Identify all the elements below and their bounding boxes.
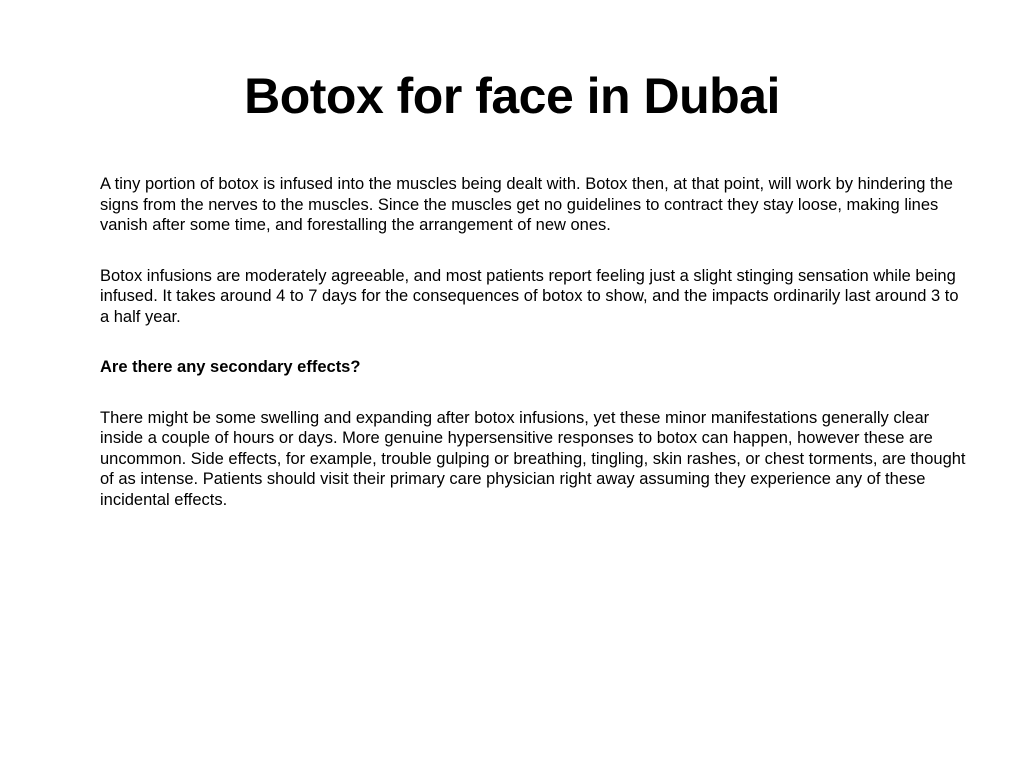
section-heading-secondary-effects: Are there any secondary effects? <box>100 358 361 376</box>
slide-title: Botox for face in Dubai <box>244 68 780 124</box>
paragraph-side-effects: There might be some swelling and expanding after botox infusions, yet these minor manifestations generally clear inside a couple of hours or days. More genuine hypersensitive responses to botox can happen, however these are uncommon. Side effects, for example, trouble gulping or breathing, tingling, skin rashes, or chest torments, are thought of as intense. Patients should visit their primary care physician right away assuming they experience any of these incidental effects. <box>100 408 966 509</box>
slide-body <box>100 174 968 540</box>
paragraph-botox-mechanism: A tiny portion of botox is infused into the muscles being dealt with. Botox then, at that point, will work by hindering the signs from the nerves to the muscles. Since the muscles get no guidelines to contract they stay loose, making lines vanish after some time, and forestalling the arrangement of new ones. <box>100 175 953 234</box>
paragraph-botox-effects-timing: Botox infusions are moderately agreeable, and most patients report feeling just a slight stinging sensation while being infused. It takes around 4 to 7 days for the consequences of botox to show, and the impacts ordinarily last around 3 to a half year. <box>100 266 959 326</box>
